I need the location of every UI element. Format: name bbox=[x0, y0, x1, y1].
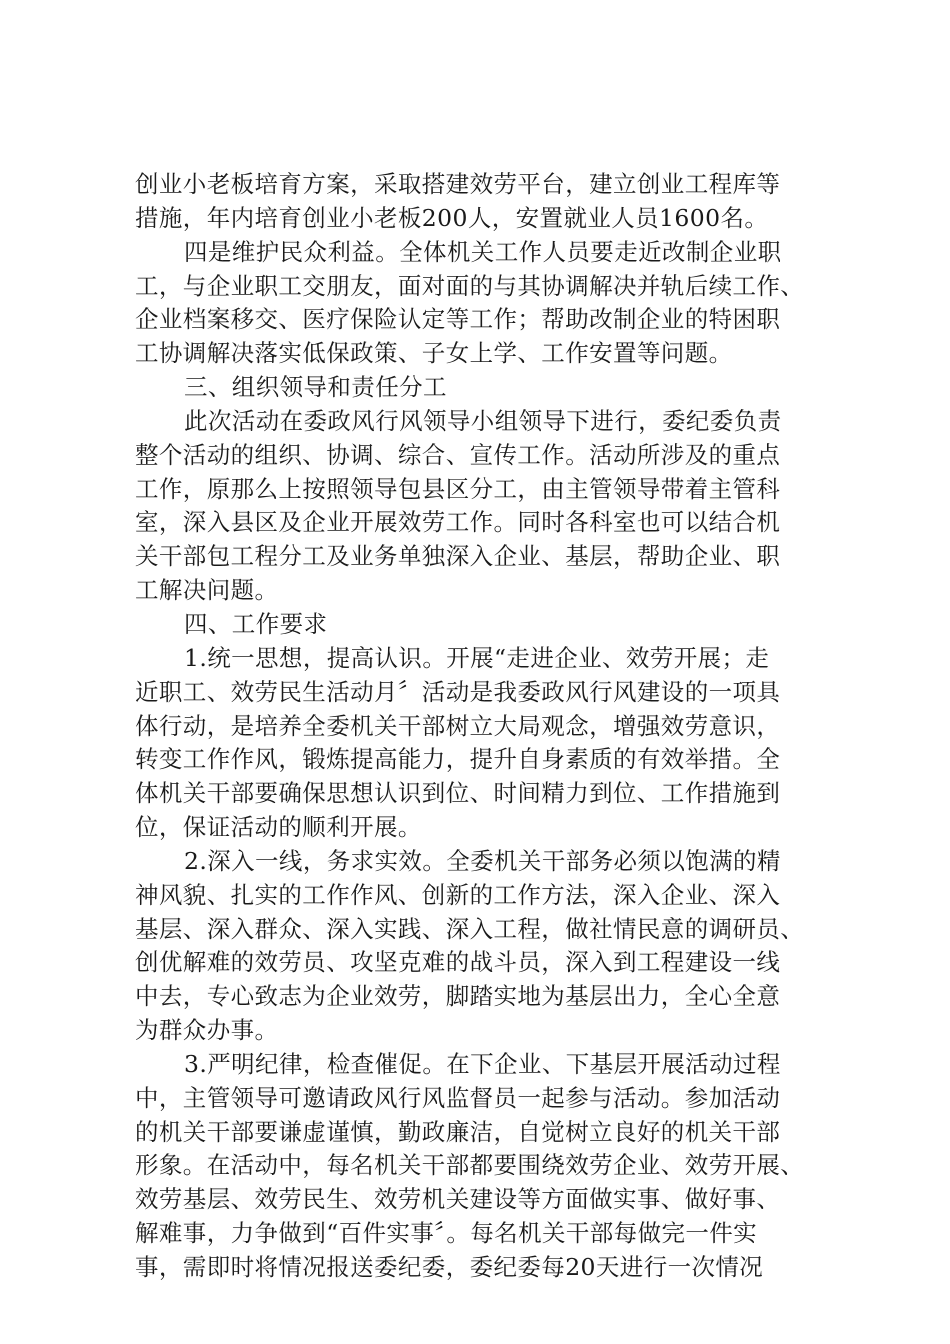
text-line: 形象。在活动中，每名机关干部都要围绕效劳企业、效劳开展、 bbox=[135, 1151, 805, 1180]
text-line: 创优解难的效劳员、攻坚克难的战斗员，深入到工程建设一线 bbox=[135, 948, 781, 977]
text-line: 2.深入一线，务求实效。全委机关干部务必须以饱满的精 bbox=[184, 846, 781, 875]
section-heading: 四、工作要求 bbox=[184, 609, 328, 638]
text-line: 1.统一思想，提高认识。开展“走进企业、效劳开展；走 bbox=[184, 643, 770, 672]
text-line: 解难事，力争做到“百件实事〞。每名机关干部每做完一件实 bbox=[135, 1219, 758, 1248]
text-line: 室，深入县区及企业开展效劳工作。同时各科室也可以结合机 bbox=[135, 508, 781, 537]
section-heading: 三、组织领导和责任分工 bbox=[184, 373, 447, 402]
text-line: 为群众办事。 bbox=[135, 1016, 279, 1045]
body-text bbox=[135, 168, 835, 1285]
text-line: 此次活动在委政风行风领导小组领导下进行，委纪委负责 bbox=[184, 406, 782, 435]
text-line: 工协调解决落实低保政策、子女上学、工作安置等问题。 bbox=[135, 339, 733, 368]
text-line: 效劳基层、效劳民生、效劳机关建设等方面做实事、做好事、 bbox=[135, 1185, 781, 1214]
text-line: 体机关干部要确保思想认识到位、时间精力到位、工作措施到 bbox=[135, 779, 781, 808]
text-line: 企业档案移交、医疗保险认定等工作；帮助改制企业的特困职 bbox=[135, 305, 781, 334]
text-line: 位，保证活动的顺利开展。 bbox=[135, 813, 422, 842]
text-line: 工解决问题。 bbox=[135, 576, 279, 605]
text-line: 工作，原那么上按照领导包县区分工，由主管领导带着主管科 bbox=[135, 474, 781, 503]
text-line: 中去，专心致志为企业效劳，脚踏实地为基层出力，全心全意 bbox=[135, 982, 781, 1011]
text-line: 基层、深入群众、深入实践、深入工程，做社情民意的调研员、 bbox=[135, 914, 805, 943]
text-line: 3.严明纪律，检查催促。在下企业、下基层开展活动过程 bbox=[184, 1049, 781, 1078]
text-line: 转变工作作风，锻炼提高能力，提升自身素质的有效举措。全 bbox=[135, 745, 781, 774]
text-line: 中，主管领导可邀请政风行风监督员一起参与活动。参加活动 bbox=[135, 1083, 781, 1112]
text-line: 创业小老板培育方案，采取搭建效劳平台，建立创业工程库等 bbox=[135, 170, 781, 198]
text-line: 整个活动的组织、协调、综合、宣传工作。活动所涉及的重点 bbox=[135, 440, 781, 469]
text-line: 近职工、效劳民生活动月〞活动是我委政风行风建设的一项具 bbox=[135, 677, 781, 706]
text-line: 事，需即时将情况报送委纪委，委纪委每20天进行一次情况 bbox=[135, 1253, 764, 1281]
text-line: 工，与企业职工交朋友，面对面的与其协调解决并轨后续工作、 bbox=[135, 271, 805, 300]
text-line: 关干部包工程分工及业务单独深入企业、基层，帮助企业、职 bbox=[135, 542, 781, 571]
text-line: 神风貌、扎实的工作作风、创新的工作方法，深入企业、深入 bbox=[135, 880, 781, 909]
text-line: 体行动，是培养全委机关干部树立大局观念，增强效劳意识， bbox=[135, 711, 781, 740]
text-line: 的机关干部要谦虚谨慎，勤政廉洁，自觉树立良好的机关干部 bbox=[135, 1117, 781, 1146]
text-line: 措施，年内培育创业小老板200人，安置就业人员1600名。 bbox=[135, 203, 769, 232]
text-line: 四是维护民众利益。全体机关工作人员要走近改制企业职 bbox=[184, 237, 782, 266]
